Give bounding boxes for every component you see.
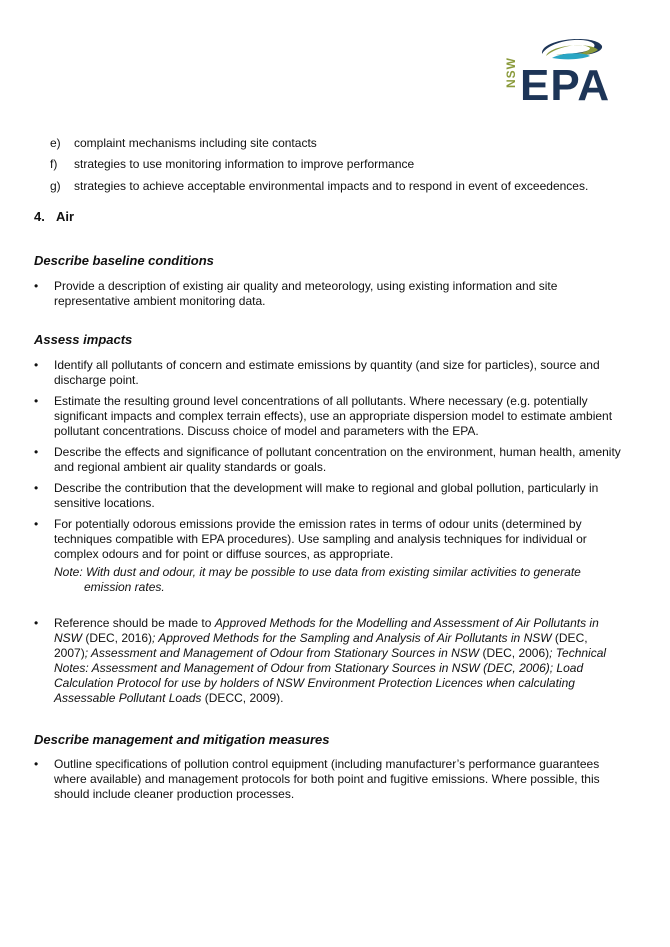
ref-title: ; Technical Notes: Assessment and Management of Odour from Stationary Sources in NSW (DEC, 2006); Load Calculation Protocol for use by holders of NSW Environment Protection Licences when calculating Assessable Pollutant Loads xyxy=(54,646,607,705)
bullet-icon: • xyxy=(34,616,39,630)
ref-part: Reference should be made to xyxy=(54,616,215,630)
note-line-2: emission rates. xyxy=(84,580,165,594)
impacts-heading: Assess impacts xyxy=(34,332,133,347)
mitigation-heading: Describe management and mitigation measures xyxy=(34,732,330,747)
ref-title: ; Approved Methods for the Sampling and Analysis of Air Pollutants in NSW xyxy=(152,631,552,645)
list-item xyxy=(36,179,636,194)
list-text: strategies to achieve acceptable environmental impacts and to respond in event of exceedences. xyxy=(74,179,589,193)
baseline-heading: Describe baseline conditions xyxy=(34,253,214,268)
bullet-icon: • xyxy=(34,445,39,459)
bullet-item xyxy=(34,481,624,511)
list-letter: g) xyxy=(50,179,61,193)
logo-epa-text: EPA xyxy=(520,61,611,110)
nsw-epa-logo xyxy=(506,32,630,112)
bullet-item xyxy=(34,358,624,388)
section-number: 4. xyxy=(34,209,45,224)
bullet-item xyxy=(34,279,624,309)
bullet-icon: • xyxy=(34,517,39,531)
bullet-icon: • xyxy=(34,394,39,408)
note-line-1: Note: With dust and odour, it may be possible to use data from existing similar activities to generate xyxy=(54,565,581,579)
bullet-text: For potentially odorous emissions provide the emission rates in terms of odour units (determined by techniques compatible with EPA procedures). Use sampling and analysis techniques for individual or complex odours and for point or diffuse sources, as appropriate. xyxy=(54,517,587,561)
bullet-text: Outline specifications of pollution control equipment (including manufacturer’s performance guarantees where available) and management protocols for both point and fugitive emissions. Where possible, this should include cleaner production processes. xyxy=(54,757,600,801)
list-item xyxy=(36,136,636,151)
list-letter: e) xyxy=(50,136,61,150)
bullet-text: Provide a description of existing air quality and meteorology, using existing information and site representative ambient monitoring data. xyxy=(54,279,558,308)
ref-part: (DEC, 2016) xyxy=(82,631,153,645)
section-heading xyxy=(34,209,74,224)
bullet-item xyxy=(34,517,624,562)
bullet-item xyxy=(34,394,624,439)
bullet-text: Identify all pollutants of concern and estimate emissions by quantity (and size for particles), source and discharge point. xyxy=(54,358,600,387)
bullet-text: Estimate the resulting ground level concentrations of all pollutants. Where necessary (e.g. potentially significant impacts and complex terrain effects), use an appropriate dispersion model to estimate ambient pollutant concentrations. Discuss choice of model and parameters with the EPA. xyxy=(54,394,613,438)
list-text: complaint mechanisms including site contacts xyxy=(74,136,317,150)
reference-bullet xyxy=(34,616,624,706)
ref-title: Approved Methods for the Modelling and Assessment of Air Pollutants in NSW xyxy=(54,616,599,645)
bullet-icon: • xyxy=(34,279,39,293)
bullet-icon: • xyxy=(34,757,39,771)
ref-title: ; Assessment and Management of Odour from Stationary Sources in NSW xyxy=(84,646,480,660)
bullet-text: Describe the effects and significance of pollutant concentration on the environment, human health, amenity and regional ambient air quality standards or goals. xyxy=(54,445,621,474)
list-letter: f) xyxy=(50,157,58,171)
ref-part: (DEC, 2006) xyxy=(479,646,550,660)
section-title: Air xyxy=(56,209,75,224)
reference-text xyxy=(54,616,624,706)
list-item xyxy=(36,157,636,172)
bullet-text: Describe the contribution that the development will make to regional and global pollution, particularly in sensitive locations. xyxy=(54,481,599,510)
list-text: strategies to use monitoring information to improve performance xyxy=(74,157,415,171)
bullet-item xyxy=(34,445,624,475)
bullet-item xyxy=(34,757,624,802)
logo-nsw-text: NSW xyxy=(504,57,518,88)
ref-part: (DECC, 2009). xyxy=(201,691,284,705)
bullet-icon: • xyxy=(34,358,39,372)
note xyxy=(54,565,614,595)
bullet-icon: • xyxy=(34,481,39,495)
ref-part: (DEC, 2007) xyxy=(54,631,588,660)
